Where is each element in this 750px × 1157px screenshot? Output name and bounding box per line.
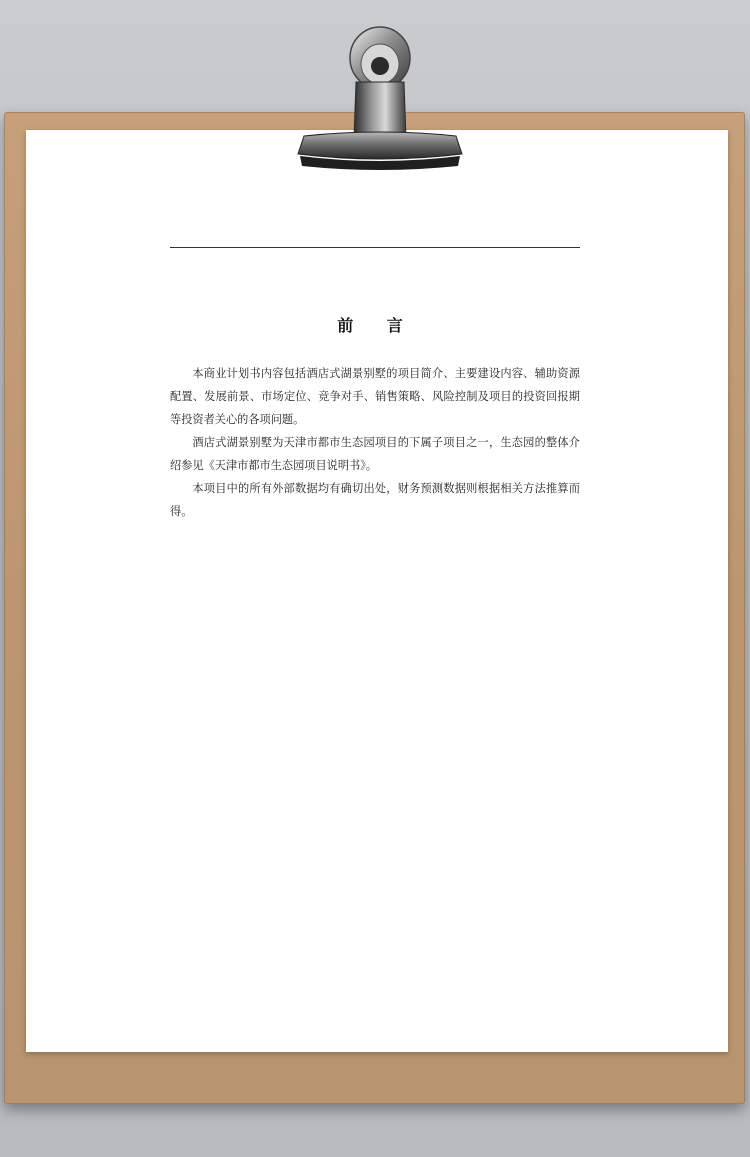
document-body bbox=[170, 362, 580, 523]
paragraph-3: 本项目中的所有外部数据均有确切出处，财务预测数据则根据相关方法推算而得。 bbox=[170, 482, 580, 518]
document-page bbox=[26, 130, 728, 1052]
paragraph-1: 本商业计划书内容包括酒店式湖景别墅的项目简介、主要建设内容、辅助资源配置、发展前景、市场定位、竞争对手、销售策略、风险控制及项目的投资回报期等投资者关心的各项问题。 bbox=[170, 367, 580, 426]
binder-clip-icon bbox=[296, 24, 464, 172]
page-title: 前 言 bbox=[337, 316, 417, 335]
paragraph-2: 酒店式湖景别墅为天津市都市生态园项目的下属子项目之一，生态园的整体介绍参见《天津市都市生态园项目说明书》。 bbox=[170, 436, 580, 472]
header-rule bbox=[170, 247, 580, 248]
